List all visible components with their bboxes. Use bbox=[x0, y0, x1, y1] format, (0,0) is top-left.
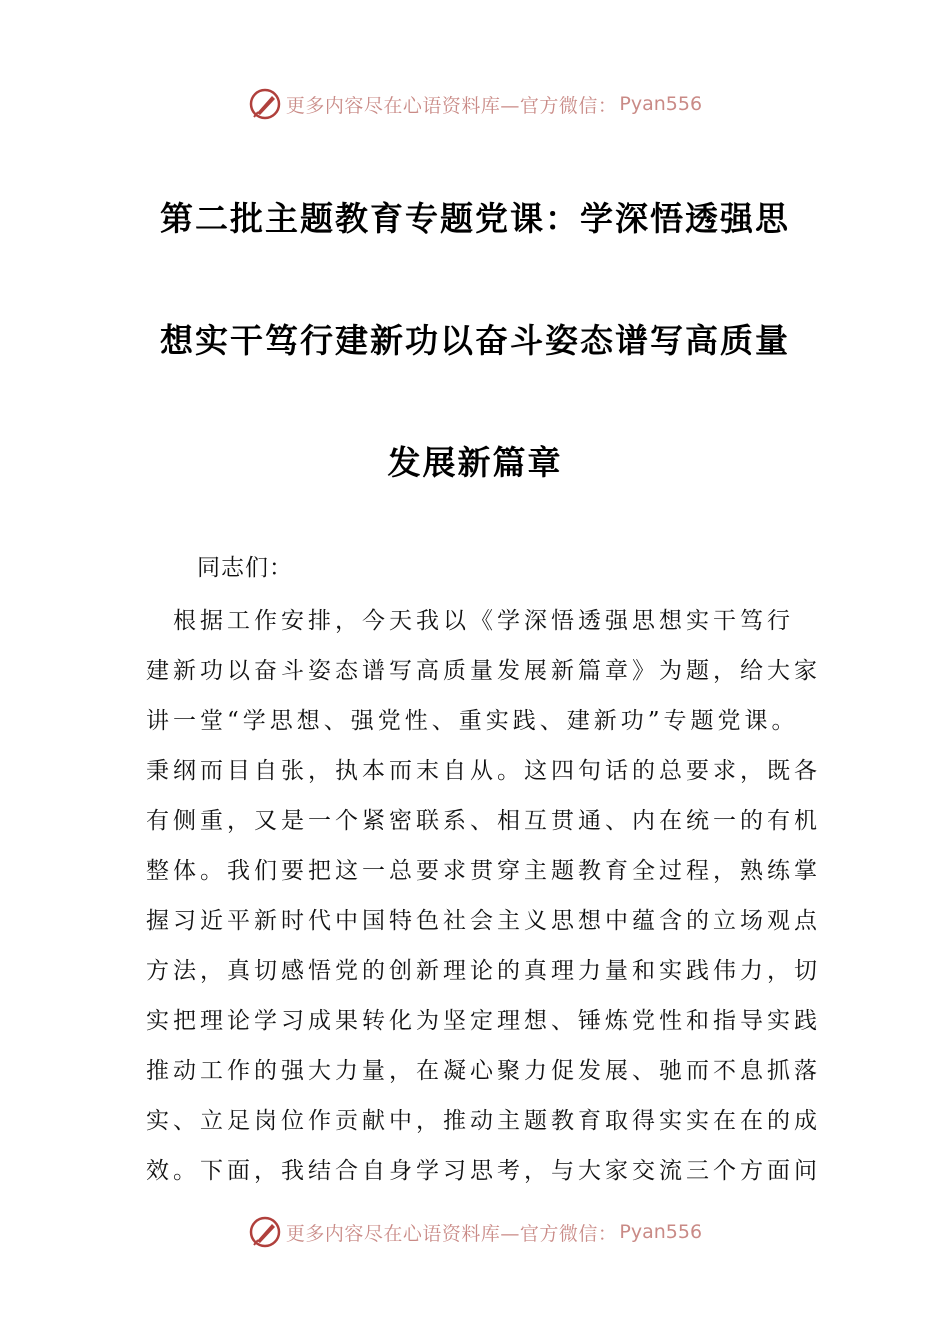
body-line: 有侧重，又是一个紧密联系、相互贯通、内在统一的有机 bbox=[146, 808, 821, 834]
body-line: 讲一堂“学思想、强党性、重实践、建新功”专题党课。 bbox=[146, 708, 799, 734]
body-line: 实把理论学习成果转化为坚定理想、锤炼党性和指导实践 bbox=[146, 1008, 821, 1034]
body-line: 根据工作安排，今天我以《学深悟透强思想实干笃行 bbox=[146, 608, 794, 634]
body-line: 整体。我们要把这一总要求贯穿主题教育全过程，熟练掌 bbox=[146, 858, 821, 884]
header-banner-text: 更多内容尽在心语资料库—官方微信： bbox=[285, 94, 618, 117]
salutation: 同志们： bbox=[197, 555, 293, 581]
document-title bbox=[140, 158, 810, 524]
body-line: 秉纲而目自张，执本而末自从。这四句话的总要求，既各 bbox=[146, 758, 821, 784]
pen-logo-icon bbox=[248, 87, 282, 121]
body-line: 方法，真切感悟党的创新理论的真理力量和实践伟力，切 bbox=[146, 958, 821, 984]
body-line: 实、立足岗位作贡献中，推动主题教育取得实实在在的成 bbox=[146, 1108, 821, 1134]
header-wechat-id: Pyan556 bbox=[619, 93, 703, 115]
footer-banner-text: 更多内容尽在心语资料库—官方微信： bbox=[285, 1222, 618, 1245]
pen-logo-icon bbox=[248, 1215, 282, 1249]
title-line: 想实干笃行建新功以奋斗姿态谱写高质量 bbox=[160, 321, 790, 360]
body-line: 握习近平新时代中国特色社会主义思想中蕴含的立场观点 bbox=[146, 908, 821, 934]
footer-watermark-banner bbox=[0, 1210, 950, 1254]
body-line: 推动工作的强大力量，在凝心聚力促发展、驰而不息抓落 bbox=[146, 1058, 821, 1084]
title-line: 第二批主题教育专题党课：学深悟透强思 bbox=[160, 199, 790, 238]
body-line: 建新功以奋斗姿态谱写高质量发展新篇章》为题，给大家 bbox=[146, 658, 821, 684]
body-line: 效。下面，我结合自身学习思考，与大家交流三个方面问 bbox=[146, 1158, 821, 1184]
body-paragraph bbox=[146, 596, 821, 1196]
title-line: 发展新篇章 bbox=[387, 443, 563, 482]
footer-wechat-id: Pyan556 bbox=[619, 1221, 703, 1243]
header-watermark-banner bbox=[0, 82, 950, 126]
